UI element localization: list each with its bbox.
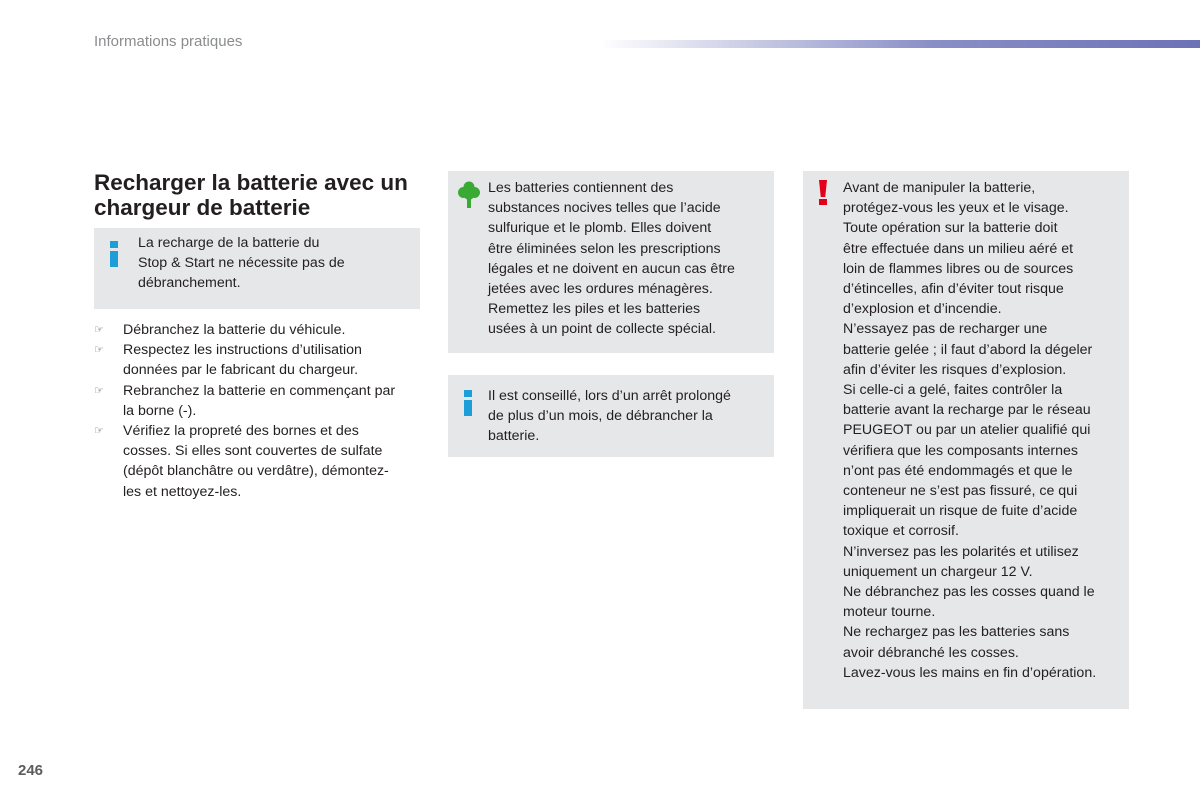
page-title: Recharger la batterie avec un chargeur de batterie: [94, 170, 408, 220]
list-item: [94, 320, 426, 340]
eco-box-text: Les batteries contiennent des substances nocives telles que l’acide sulfurique et le plomb. Elles doivent être éliminées selon les prescriptions légales et ne doivent en aucun cas être jetées avec les ordures ménagères. Remettez les piles et les batteries usées à un point de collecte spécial.: [488, 180, 735, 338]
tree-icon: [458, 181, 480, 209]
warning-icon: [818, 180, 828, 206]
section-header: Informations pratiques: [94, 33, 243, 50]
list-item-text: Débranchez la batterie du véhicule.: [123, 322, 346, 338]
list-item: [94, 340, 426, 380]
info-box-stop-start-text: La recharge de la batterie du Stop & Start ne nécessite pas de débranchement.: [138, 235, 345, 292]
instructions-list: [94, 320, 426, 502]
info-icon: [462, 390, 474, 416]
list-item-text: Rebranchez la batterie en commençant par la borne (-).: [123, 382, 396, 419]
page-number: 246: [18, 762, 44, 779]
list-item: [94, 421, 426, 502]
warning-box-text: Avant de manipuler la batterie, protégez-vous les yeux et le visage. Toute opération sur la batterie doit être effectuée dans un milieu aéré et loin de flammes libres ou de sources d’étincelles, afin d’éviter tout risque d’explosion et d’incendie. N’essayez pas de recharger une batterie gelée ; il faut d’abord la dégeler afin d’éviter les risques d’explosion. Si celle-ci a gelé, faites contrôler la batterie avant la recharge par le réseau PEUGEOT ou par un atelier qualifié qui vérifiera que les composants internes n’ont pas été endommagés et que le conteneur ne s’est pas fissuré, ce qui impliquerait un risque de fuite d’acide toxique et corrosif. N’inversez pas les polarités et utilisez uniquement un chargeur 12 V. Ne débranchez pas les cosses quand le moteur tourne. Ne rechargez pas les batteries sans avoir débranché les cosses. Lavez-vous les mains en fin d’opération.: [843, 180, 1097, 681]
pointing-hand-icon: ☞: [94, 344, 104, 357]
header-decorative-bar: [600, 40, 1200, 48]
info-icon: [108, 241, 120, 267]
info-box-long-stop-text: Il est conseillé, lors d’un arrêt prolongé de plus d’un mois, de débrancher la batterie.: [488, 388, 731, 445]
list-item-text: Vérifiez la propreté des bornes et des cosses. Si elles sont couvertes de sulfate (dépôt blanchâtre ou verdâtre), démontez- les et nettoyez-les.: [123, 423, 389, 500]
pointing-hand-icon: ☞: [94, 324, 104, 336]
pointing-hand-icon: ☞: [94, 425, 104, 438]
list-item: [94, 381, 426, 421]
pointing-hand-icon: ☞: [94, 384, 104, 397]
list-item-text: Respectez les instructions d’utilisation données par le fabricant du chargeur.: [123, 342, 362, 379]
